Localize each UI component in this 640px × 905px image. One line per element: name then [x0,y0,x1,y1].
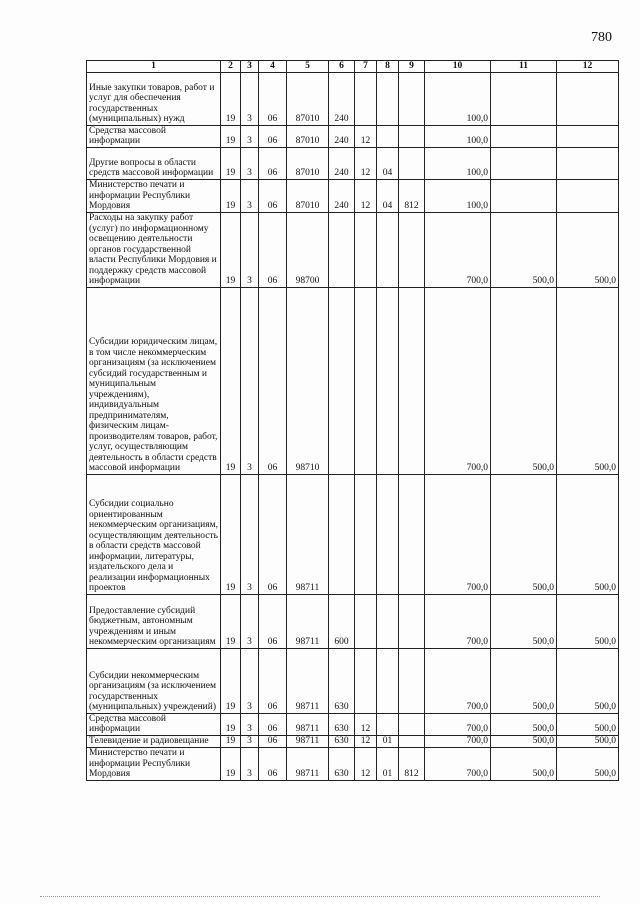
cell: 500,0 [557,747,619,780]
cell [399,713,425,735]
cell [355,212,377,287]
cell: 100,0 [425,147,491,179]
cell: 98711 [287,735,329,747]
cell [491,125,557,147]
cell: 700,0 [425,648,491,713]
cell [355,648,377,713]
cell: 3 [241,212,259,287]
row-name: Расходы на закупку работ (услуг) по информационному освещению деятельности органов государственной власти Республики Мордовия и поддержку средств массовой информации [87,212,221,287]
cell [377,125,399,147]
page-number: 780 [591,30,612,45]
row-name: Средства массовой информации [87,125,221,147]
cell: 500,0 [491,212,557,287]
cell: 19 [221,287,241,474]
cell: 3 [241,594,259,648]
cell: 100,0 [425,72,491,125]
cell [377,594,399,648]
cell: 98711 [287,474,329,594]
column-header: 9 [399,61,425,73]
cell [399,147,425,179]
cell [557,72,619,125]
cell: 500,0 [491,648,557,713]
row-name: Другие вопросы в области средств массовой информации [87,147,221,179]
cell: 700,0 [425,212,491,287]
cell: 01 [377,747,399,780]
cell: 19 [221,713,241,735]
cell: 04 [377,147,399,179]
cell: 87010 [287,179,329,212]
cell [355,594,377,648]
cell: 12 [355,735,377,747]
cell [377,212,399,287]
cell: 12 [355,179,377,212]
column-header: 5 [287,61,329,73]
cell: 98710 [287,287,329,474]
cell: 500,0 [491,594,557,648]
cell: 3 [241,287,259,474]
cell: 500,0 [557,474,619,594]
cell: 06 [259,474,287,594]
cell: 630 [329,648,355,713]
cell: 19 [221,474,241,594]
column-header: 1 [87,61,221,73]
column-header: 2 [221,61,241,73]
cell [377,72,399,125]
cell: 19 [221,72,241,125]
row-name: Министерство печати и информации Республики Мордовия [87,747,221,780]
cell: 240 [329,147,355,179]
cell: 98711 [287,747,329,780]
cell [355,474,377,594]
column-header: 6 [329,61,355,73]
cell: 100,0 [425,179,491,212]
cell: 06 [259,179,287,212]
cell: 01 [377,735,399,747]
cell: 98711 [287,594,329,648]
table-row [87,147,619,179]
row-name: Министерство печати и информации Республики Мордовия [87,179,221,212]
cell: 700,0 [425,747,491,780]
cell: 700,0 [425,735,491,747]
cell: 812 [399,747,425,780]
cell: 06 [259,147,287,179]
cell [399,735,425,747]
cell [399,212,425,287]
table-row [87,474,619,594]
cell: 06 [259,72,287,125]
cell [399,648,425,713]
row-name: Субсидии некоммерческим организациям (за исключением государственных (муниципальных) учреждений) [87,648,221,713]
cell: 500,0 [557,648,619,713]
cell [399,125,425,147]
cell: 630 [329,747,355,780]
cell [399,287,425,474]
cell: 700,0 [425,474,491,594]
cell: 100,0 [425,125,491,147]
cell: 06 [259,713,287,735]
cell: 3 [241,125,259,147]
cell: 500,0 [557,735,619,747]
column-header: 3 [241,61,259,73]
table-row [87,594,619,648]
column-header: 8 [377,61,399,73]
cell: 500,0 [491,713,557,735]
cell: 3 [241,747,259,780]
cell: 600 [329,594,355,648]
cell [329,212,355,287]
cell: 3 [241,474,259,594]
cell: 98711 [287,713,329,735]
cell: 12 [355,747,377,780]
cell: 500,0 [557,287,619,474]
row-name: Иные закупки товаров, работ и услуг для обеспечения государственных (муниципальных) нужд [87,72,221,125]
cell: 630 [329,713,355,735]
row-name: Предоставление субсидий бюджетным, автономным учреждениям и иным некоммерческим организациям [87,594,221,648]
cell: 87010 [287,72,329,125]
cell [399,474,425,594]
row-name: Средства массовой информации [87,713,221,735]
column-header: 7 [355,61,377,73]
column-header: 4 [259,61,287,73]
cell: 3 [241,713,259,735]
cell [355,72,377,125]
cell: 500,0 [557,713,619,735]
row-name: Телевидение и радиовещание [87,735,221,747]
table-row [87,713,619,735]
cell: 500,0 [491,735,557,747]
cell: 19 [221,735,241,747]
cell: 12 [355,147,377,179]
cell [377,648,399,713]
cell: 630 [329,735,355,747]
cell [355,287,377,474]
cell [399,594,425,648]
cell: 87010 [287,125,329,147]
table-row [87,287,619,474]
table-row [87,125,619,147]
cell: 19 [221,212,241,287]
scan-edge [40,896,600,897]
cell [377,474,399,594]
cell: 19 [221,747,241,780]
cell: 98711 [287,648,329,713]
cell: 19 [221,179,241,212]
cell: 700,0 [425,287,491,474]
cell: 87010 [287,147,329,179]
row-name: Субсидии социально ориентированным некоммерческим организациям, осуществляющим деятельность в области средств массовой информации, литературы, издательского дела и реализации информационных проектов [87,474,221,594]
cell: 19 [221,125,241,147]
table-row [87,72,619,125]
cell: 500,0 [557,594,619,648]
cell: 3 [241,735,259,747]
column-header: 11 [491,61,557,73]
column-header: 10 [425,61,491,73]
cell [399,72,425,125]
cell: 04 [377,179,399,212]
cell [557,179,619,212]
cell [491,179,557,212]
table-row [87,735,619,747]
cell: 19 [221,594,241,648]
cell: 98700 [287,212,329,287]
table-row [87,212,619,287]
cell: 500,0 [491,747,557,780]
header-row [87,61,619,73]
cell: 700,0 [425,713,491,735]
cell: 240 [329,72,355,125]
column-header: 12 [557,61,619,73]
cell: 12 [355,125,377,147]
budget-table [86,60,619,781]
cell: 06 [259,735,287,747]
cell: 812 [399,179,425,212]
cell: 19 [221,648,241,713]
table-row [87,179,619,212]
cell: 06 [259,287,287,474]
cell: 240 [329,125,355,147]
cell: 06 [259,594,287,648]
cell [329,474,355,594]
cell [377,287,399,474]
cell: 19 [221,147,241,179]
row-name: Субсидии юридическим лицам, в том числе некоммерческим организациям (за исключением субсидий государственным и муниципальным учреждениям), индивидуальным предпринимателям, физическим лицам-производителям товаров, работ, услуг, осуществляющим деятельность в области средств массовой информации [87,287,221,474]
cell [557,147,619,179]
cell: 700,0 [425,594,491,648]
cell: 3 [241,147,259,179]
cell [329,287,355,474]
table-row [87,648,619,713]
cell: 500,0 [491,474,557,594]
cell: 06 [259,125,287,147]
cell: 06 [259,648,287,713]
cell: 06 [259,747,287,780]
cell [491,147,557,179]
cell: 500,0 [557,212,619,287]
cell: 240 [329,179,355,212]
cell: 3 [241,72,259,125]
cell: 06 [259,212,287,287]
cell [557,125,619,147]
table-row [87,747,619,780]
cell [377,713,399,735]
cell: 3 [241,648,259,713]
cell: 12 [355,713,377,735]
cell: 500,0 [491,287,557,474]
cell [491,72,557,125]
cell: 3 [241,179,259,212]
